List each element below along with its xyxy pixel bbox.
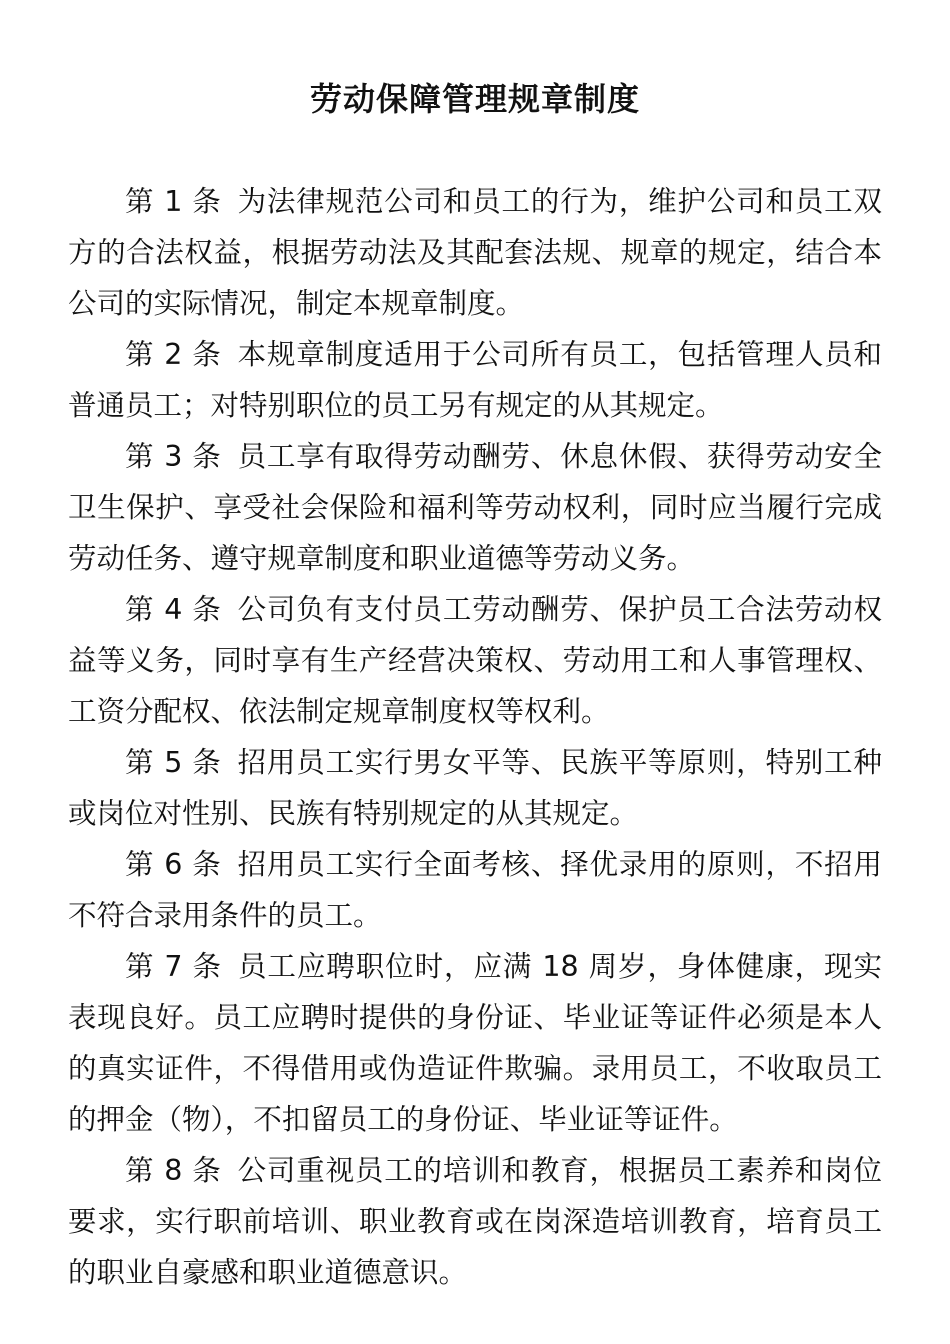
article-8 bbox=[68, 1145, 882, 1298]
article-list bbox=[68, 176, 882, 1298]
article-number: 第 2 条 bbox=[125, 338, 222, 371]
article-number: 第 3 条 bbox=[125, 440, 222, 473]
article-3 bbox=[68, 431, 882, 584]
article-number: 第 4 条 bbox=[125, 593, 222, 626]
article-number: 第 6 条 bbox=[125, 848, 222, 881]
article-number: 第 5 条 bbox=[125, 746, 222, 779]
article-4 bbox=[68, 584, 882, 737]
article-text: 招用员工实行男女平等、民族平等原则，特别工种或岗位对性别、民族有特别规定的从其规定。 bbox=[68, 746, 882, 830]
article-text: 招用员工实行全面考核、择优录用的原则，不招用不符合录用条件的员工。 bbox=[68, 848, 882, 932]
document-title: 劳动保障管理规章制度 bbox=[309, 80, 640, 118]
article-text: 本规章制度适用于公司所有员工，包括管理人员和普通员工；对特别职位的员工另有规定的从其规定。 bbox=[68, 338, 882, 422]
article-text: 公司负有支付员工劳动酬劳、保护员工合法劳动权益等义务，同时享有生产经营决策权、劳动用工和人事管理权、工资分配权、依法制定规章制度权等权利。 bbox=[68, 593, 882, 728]
article-number: 第 1 条 bbox=[125, 185, 222, 218]
article-1 bbox=[68, 176, 882, 329]
article-text: 员工应聘职位时，应满 18 周岁，身体健康，现实表现良好。员工应聘时提供的身份证、毕业证等证件必须是本人的真实证件，不得借用或伪造证件欺骗。录用员工，不收取员工的押金（物），不扣留员工的身份证、毕业证等证件。 bbox=[68, 950, 882, 1136]
article-2 bbox=[68, 329, 882, 431]
article-number: 第 8 条 bbox=[125, 1154, 222, 1187]
article-6 bbox=[68, 839, 882, 941]
article-5 bbox=[68, 737, 882, 839]
article-number: 第 7 条 bbox=[125, 950, 222, 983]
article-text: 公司重视员工的培训和教育，根据员工素养和岗位要求，实行职前培训、职业教育或在岗深造培训教育，培育员工的职业自豪感和职业道德意识。 bbox=[68, 1154, 882, 1289]
article-7 bbox=[68, 941, 882, 1145]
article-text: 为法律规范公司和员工的行为，维护公司和员工双方的合法权益，根据劳动法及其配套法规、规章的规定，结合本公司的实际情况，制定本规章制度。 bbox=[68, 185, 882, 320]
article-text: 员工享有取得劳动酬劳、休息休假、获得劳动安全卫生保护、享受社会保险和福利等劳动权利，同时应当履行完成劳动任务、遵守规章制度和职业道德等劳动义务。 bbox=[68, 440, 882, 575]
